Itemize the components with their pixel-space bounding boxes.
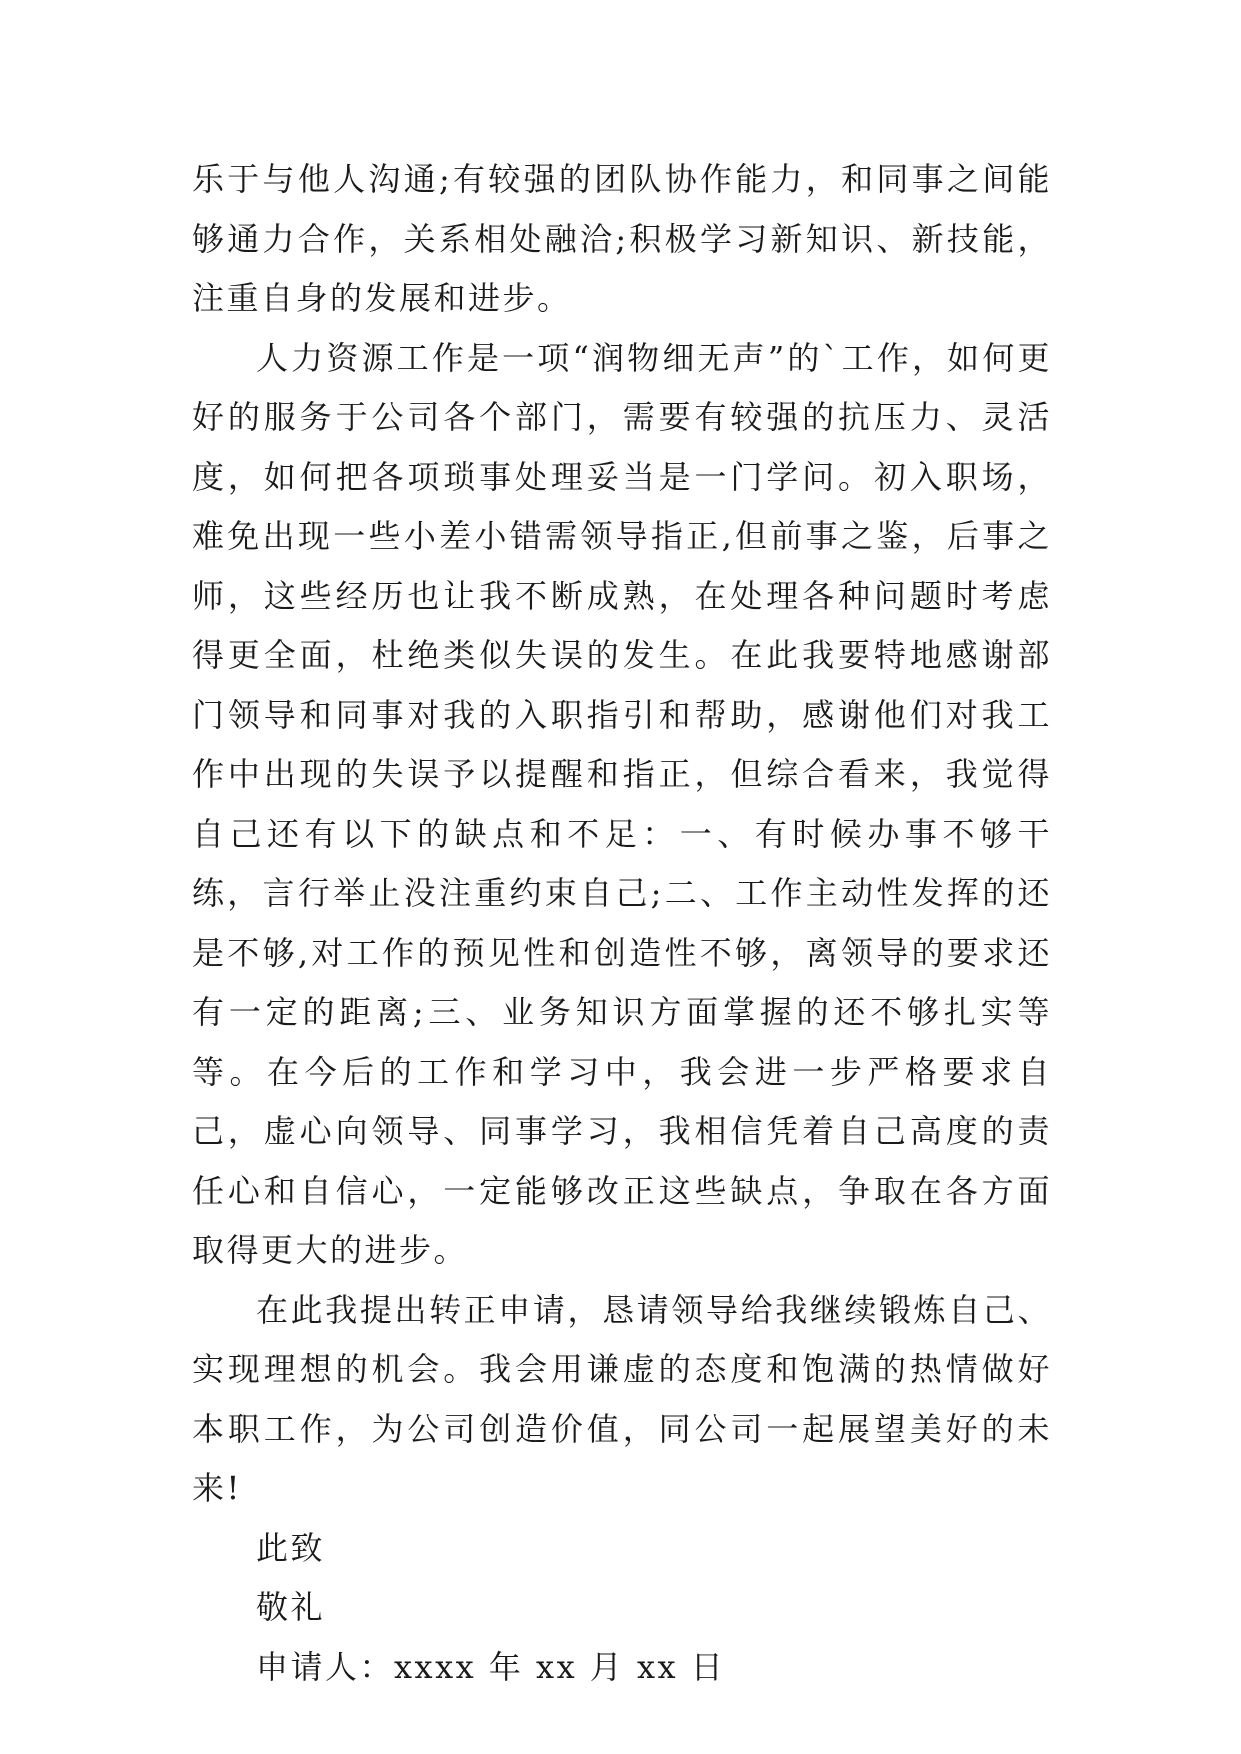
document-body bbox=[192, 150, 1052, 1697]
closing-regards: 敬礼 bbox=[256, 1588, 326, 1626]
paragraph-1: 乐于与他人沟通;有较强的团队协作能力，和同事之间能够通力合作，关系相处融洽;积极学习新知识、新技能，注重自身的发展和进步。 bbox=[192, 160, 1052, 317]
signature-line: 申请人：xxxx 年 xx 月 xx 日 bbox=[256, 1647, 726, 1686]
paragraph-3: 在此我提出转正申请，恳请领导给我继续锻炼自己、实现理想的机会。我会用谦虚的态度和饱满的热情做好本职工作，为公司创造价值，同公司一起展望美好的未来! bbox=[192, 1290, 1052, 1507]
paragraph-2: 人力资源工作是一项“润物细无声”的`工作，如何更好的服务于公司各个部门，需要有较强的抗压力、灵活度，如何把各项琐事处理妥当是一门学问。初入职场，难免出现一些小差小错需领导指正,但前事之鉴，后事之师，这些经历也让我不断成熟，在处理各种问题时考虑得更全面，杜绝类似失误的发生。在此我要特地感谢部门领导和同事对我的入职指引和帮助，感谢他们对我工作中出现的失误予以提醒和指正，但综合看来，我觉得自己还有以下的缺点和不足：一、有时候办事不够干练，言行举止没注重约束自己;二、工作主动性发挥的还是不够,对工作的预见性和创造性不够，离领导的要求还有一定的距离;三、业务知识方面掌握的还不够扎实等等。在今后的工作和学习中，我会进一步严格要求自己，虚心向领导、同事学习，我相信凭着自己高度的责任心和自信心，一定能够改正这些缺点，争取在各方面取得更大的进步。 bbox=[192, 338, 1052, 1269]
closing-salutation: 此致 bbox=[256, 1528, 326, 1567]
